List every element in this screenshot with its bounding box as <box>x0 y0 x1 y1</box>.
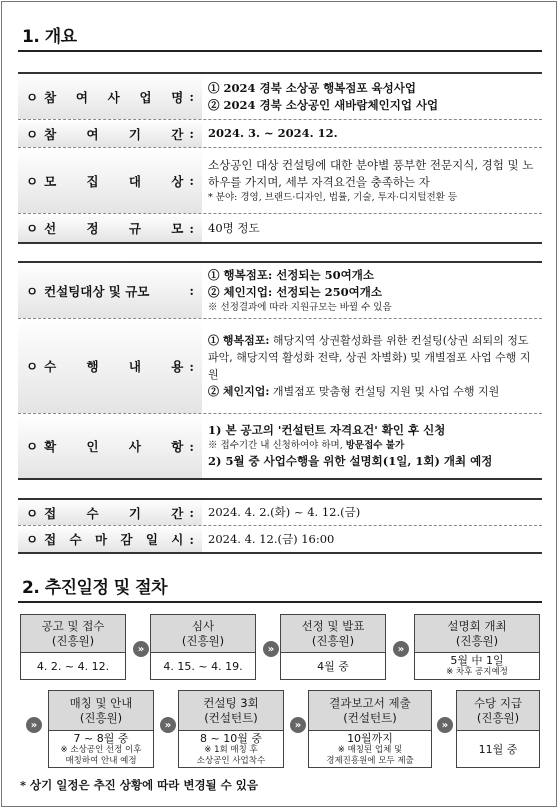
section-2-rule <box>18 601 542 603</box>
row-deadline <box>18 526 542 554</box>
program-line-2: ② 2024 경북 소상공인 새바람체인지업 사업 <box>208 97 439 112</box>
row-perform <box>18 319 542 414</box>
value-perform: ① 행복점포: 해당지역 상권활성화를 위한 컨설팅(상권 쇠퇴의 정도 파악, 해당지역 활성화 전략, 상권 차별화) 및 개별점포 사업 수행 지원 ② 체인지업: 개별점포 맞춤형 컨설팅 지원 및 사업 수행 지원 <box>208 334 531 398</box>
bullet-icon: ㅇ <box>26 173 39 189</box>
program-line-1: ① 2024 경북 소상공 행복점포 육성사업 <box>208 80 416 95</box>
label-period: ㅇ 참 여 기 간 : <box>18 120 202 147</box>
section-1-title: 1. 개요 <box>22 27 77 47</box>
label-scale: ㅇ 선 정 규 모 : <box>18 214 202 242</box>
recruit-text: 소상공인 대상 컨설팅에 대한 분야별 풍부한 전문지식, 경험 및 노하우를 가지며, 세부 자격요건을 충족하는 자 <box>208 157 534 189</box>
step-announce: 공고 및 접수 (진흥원) 4. 2. ~ 4. 12. <box>20 614 126 680</box>
chevron-right-icon: » <box>437 717 453 733</box>
label-deadline: ㅇ 접 수 마 감 일 시 : <box>18 526 202 552</box>
bullet-icon: ㅇ <box>26 532 39 547</box>
label-program: ㅇ 참 여 사 업 명 : <box>18 74 202 119</box>
chevron-right-icon: » <box>263 641 279 657</box>
chevron-right-icon: » <box>133 641 149 657</box>
row-receipt <box>18 498 542 526</box>
step-payment: 수당 지급 (진흥원) 11월 중 <box>456 690 540 768</box>
step-briefing: 설명회 개최 (진흥원) 5월 中 1일 ※ 차후 공지예정 <box>414 614 540 680</box>
bullet-icon: ㅇ <box>26 126 39 142</box>
chevron-right-icon: » <box>393 641 409 657</box>
label-receipt: ㅇ 접 수 기 간 : <box>18 500 202 525</box>
label-perform: ㅇ 수 행 내 용 : <box>18 319 202 413</box>
value-program <box>202 74 542 119</box>
step-review: 심사 (진흥원) 4. 15. ~ 4. 19. <box>150 614 256 680</box>
value-check: 1) 본 공고의 '컨설턴트 자격요건' 확인 후 신청 ※ 접수기간 내 신청하여야 하며, 방문접수 불가 2) 5월 중 사업수행을 위한 설명회(1일, 1회) 개최 예정 <box>208 423 493 468</box>
value-receipt: 2024. 4. 2.(화) ~ 4. 12.(금) <box>208 505 361 519</box>
row-recruit <box>18 148 542 214</box>
value-consult: ① 행복점포: 선정되는 50여개소 ② 체인지업: 선정되는 250여개소 ※ 선정결과에 따라 지원규모는 바뀔 수 있음 <box>208 267 392 313</box>
chevron-right-icon: » <box>26 717 42 733</box>
row-check <box>18 414 542 480</box>
bullet-icon: ㅇ <box>26 505 39 521</box>
step-select: 선정 및 발표 (진흥원) 4월 중 <box>280 614 386 680</box>
chevron-right-icon: » <box>160 717 176 733</box>
row-scale <box>18 214 542 244</box>
bullet-icon: ㅇ <box>26 221 39 236</box>
label-recruit: ㅇ 모 집 대 상 : <box>18 148 202 213</box>
value-deadline: 2024. 4. 12.(금) 16:00 <box>208 531 335 546</box>
bullet-icon: ㅇ <box>26 359 39 374</box>
row-period <box>18 120 542 148</box>
bullet-icon: ㅇ <box>26 283 39 299</box>
label-consult: ㅇ 컨설팅대상 및 규모 : <box>18 263 202 318</box>
bullet-icon: ㅇ <box>26 439 39 454</box>
section-2-title: 2. 추진일정 및 절차 <box>22 578 167 598</box>
value-scale: 40명 정도 <box>208 220 260 235</box>
label-text: 참 여 사 업 명 <box>44 89 184 105</box>
footnote: * 상기 일정은 추진 상황에 따라 변경될 수 있음 <box>20 778 259 792</box>
section-1-rule <box>18 50 542 52</box>
row-consult <box>18 261 542 319</box>
value-period: 2024. 3. ~ 2024. 12. <box>208 126 338 140</box>
step-report: 결과보고서 제출 (컨설턴트) 10월까지 ※ 매칭된 업체 및 경제진흥원에 모두 제출 <box>308 690 432 768</box>
label-check: ㅇ 확 인 사 항 : <box>18 414 202 478</box>
bullet-icon: ㅇ <box>26 89 39 105</box>
step-consulting: 컨설팅 3회 (컨설턴트) 8 ~ 10월 중 ※ 1회 매칭 후 소상공인 사업착수 <box>178 690 284 768</box>
value-recruit <box>202 148 542 213</box>
step-matching: 매칭 및 안내 (진흥원) 7 ~ 8월 중 ※ 소상공인 선정 이후 매칭하여 안내 예정 <box>48 690 154 768</box>
recruit-note: * 분야: 경영, 브랜드·디자인, 법률, 기술, 투자·디지털전환 등 <box>208 191 458 203</box>
row-program <box>18 72 542 120</box>
chevron-right-icon: » <box>290 717 306 733</box>
